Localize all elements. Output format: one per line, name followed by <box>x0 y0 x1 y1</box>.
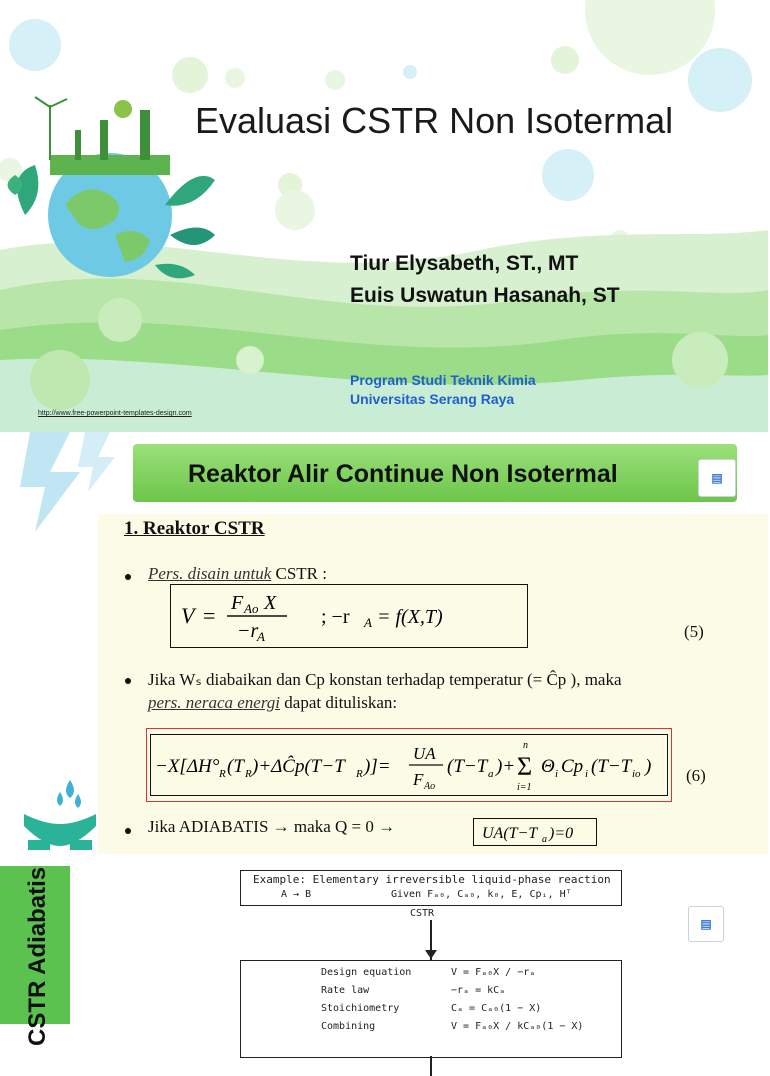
row-design-eq: V = Fₐ₀X / −rₐ <box>451 967 536 978</box>
equation-5-number: (5) <box>684 622 704 641</box>
row-stoich-label: Stoichiometry <box>321 1003 400 1014</box>
svg-text:; −r: ; −r <box>321 606 350 628</box>
svg-text:)]=: )]= <box>364 756 391 777</box>
template-url-link[interactable]: http://www.free-powerpoint-templates-design.com <box>38 410 192 417</box>
svg-text:): ) <box>645 756 652 777</box>
energy-balance-line1: Jika Wₛ diabaikan dan Cp konstan terhadap temperatur (= Ĉp ), maka <box>148 670 622 689</box>
flow-arrow-head <box>425 950 437 959</box>
equations-box <box>240 960 622 1058</box>
flow-arrow-line-2 <box>430 1056 432 1076</box>
adiabatic-equation-box <box>473 818 597 846</box>
section-sidebar <box>0 866 70 1046</box>
svg-text:F: F <box>413 770 424 789</box>
energy-balance-rest: dapat dituliskan: <box>280 693 398 712</box>
svg-text:Ao: Ao <box>424 781 436 792</box>
svg-text:F: F <box>231 592 244 614</box>
equation-6-box <box>150 734 668 796</box>
diagram-nav-icon: ▤ <box>700 917 712 931</box>
svg-text:Θ: Θ <box>541 756 555 777</box>
design-equation-label: Pers. disain untuk <box>148 564 272 583</box>
svg-text:(T−T: (T−T <box>591 756 632 777</box>
reaction-text: A → B <box>281 889 312 900</box>
svg-text:=: = <box>203 603 216 628</box>
svg-text:A: A <box>257 629 265 644</box>
svg-text:R: R <box>219 768 226 780</box>
bullet-adiabatic: Jika ADIABATIS → maka Q = 0 → <box>148 817 396 836</box>
equation-6-number: (6) <box>686 766 706 785</box>
svg-text:i: i <box>585 768 589 780</box>
svg-text:)+ΔĈp(T−T: )+ΔĈp(T−T <box>252 756 345 777</box>
bullet-design-equation <box>148 564 327 584</box>
row-design-label: Design equation <box>321 967 412 978</box>
green-globe-logo <box>5 95 225 285</box>
svg-text:io: io <box>632 768 641 780</box>
svg-text:−X[ΔH°: −X[ΔH° <box>155 756 220 777</box>
svg-text:a: a <box>542 834 547 845</box>
adiabatic-equation <box>474 819 596 845</box>
diagram-nav-button[interactable] <box>688 906 724 942</box>
design-equation-rest: CSTR : <box>271 564 327 583</box>
row-rate-label: Rate law <box>321 985 370 996</box>
bullet-dot <box>125 574 131 580</box>
title-slide <box>0 0 768 432</box>
svg-text:)=0: )=0 <box>549 825 574 842</box>
equation-panel <box>98 514 768 854</box>
slide-title: Evaluasi CSTR Non Isotermal <box>195 100 674 141</box>
energy-balance-label: pers. neraca energi <box>148 693 281 712</box>
cstr-flow-diagram <box>80 866 770 1032</box>
svg-text:= f(X,T): = f(X,T) <box>377 606 443 628</box>
svg-text:(T−T: (T−T <box>447 756 488 777</box>
row-rate-eq: −rₐ = kCₐ <box>451 985 506 996</box>
equation-6 <box>151 735 667 795</box>
svg-text:Cp: Cp <box>561 756 584 777</box>
sidebar-label: CSTR Adiabatis <box>24 866 51 1046</box>
section-title: 1. Reaktor CSTR <box>124 518 265 539</box>
svg-text:−r: −r <box>237 620 259 642</box>
bullet-dot <box>125 828 131 834</box>
svg-text:Ao: Ao <box>244 601 259 616</box>
slide-nav-button[interactable] <box>698 459 736 497</box>
row-stoich-eq: Cₐ = Cₐ₀(1 − X) <box>451 1003 542 1014</box>
svg-text:R: R <box>356 768 363 780</box>
svg-text:a: a <box>488 768 494 780</box>
bullet-dot <box>125 678 131 684</box>
svg-text:(T: (T <box>227 756 244 777</box>
bullet-energy-balance <box>148 668 738 714</box>
svg-text:V: V <box>181 603 195 628</box>
content-slide <box>0 432 768 1046</box>
row-combining-label: Combining <box>321 1021 376 1032</box>
university-name: Universitas Serang Raya <box>350 391 515 407</box>
given-text: Given Fₐ₀, Cₐ₀, k₀, E, Cpᵢ, Hᵀ <box>391 889 572 900</box>
svg-text:R: R <box>245 768 252 780</box>
equation-5 <box>171 585 527 647</box>
svg-text:A: A <box>364 615 372 630</box>
svg-text:UA: UA <box>413 744 436 763</box>
author-name-1: Tiur Elysabeth, ST., MT <box>350 252 579 275</box>
svg-text:X: X <box>264 592 277 614</box>
author-name-2: Euis Uswatun Hasanah, ST <box>350 284 620 307</box>
cstr-label: CSTR <box>410 908 435 919</box>
svg-text:)+: )+ <box>496 756 516 777</box>
example-box <box>240 870 622 906</box>
svg-text:i: i <box>555 768 559 780</box>
program-name: Program Studi Teknik Kimia <box>350 372 536 388</box>
svg-text:UA(T−T: UA(T−T <box>482 825 538 842</box>
example-text: Example: Elementary irreversible liquid-phase reaction <box>253 873 611 886</box>
slide-nav-icon: ▤ <box>711 471 723 485</box>
svg-text:i=1: i=1 <box>517 782 532 793</box>
equation-5-box <box>170 584 528 648</box>
row-combining-eq: V = Fₐ₀X / kCₐ₀(1 − X) <box>451 1021 584 1032</box>
svg-text:Σ: Σ <box>517 752 533 781</box>
svg-text:n: n <box>523 740 528 751</box>
banner-title: Reaktor Alir Continue Non Isotermal <box>188 460 618 488</box>
